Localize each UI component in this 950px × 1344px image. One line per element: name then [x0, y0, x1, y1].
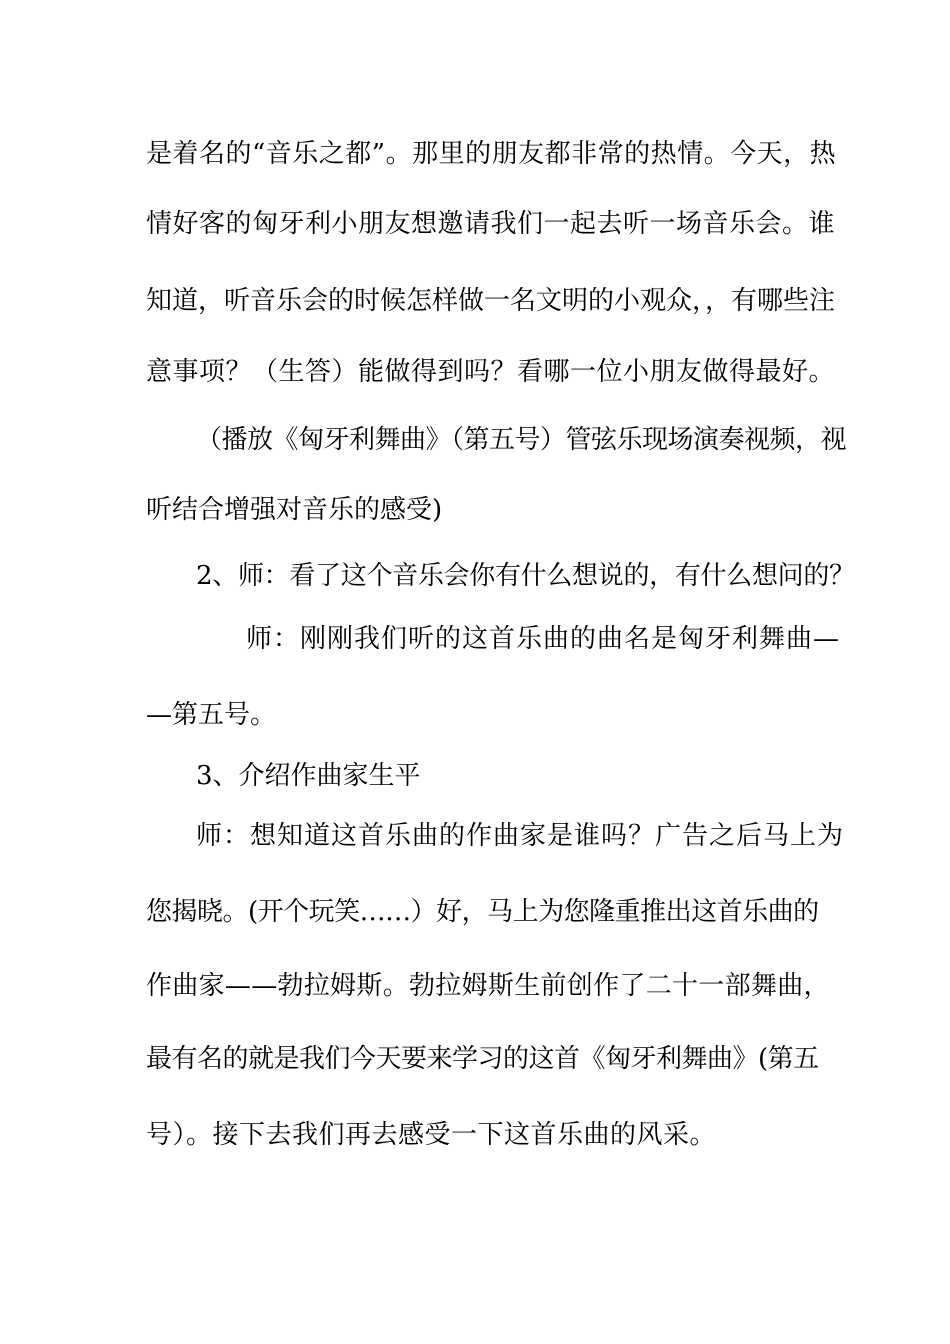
text-line: 听结合增强对音乐的感受) — [146, 495, 443, 525]
text-line: 师：想知道这首乐曲的作曲家是谁吗？广告之后马上为 — [196, 821, 845, 851]
text-line: 师：刚刚我们听的这首乐曲的曲名是匈牙利舞曲— — [246, 624, 841, 654]
text-line: 3、介绍作曲家生平 — [196, 761, 421, 791]
text-line: 号）。接下去我们再去感受一下这首乐曲的风采。 — [146, 1120, 717, 1150]
text-line: 您揭晓。(开个玩笑……）好，马上为您隆重推出这首乐曲的 — [146, 897, 819, 927]
text-line: 情好客的匈牙利小朋友想邀请我们一起去听一场音乐会。谁 — [146, 209, 836, 239]
text-line: 作曲家——勃拉姆斯。勃拉姆斯生前创作了二十一部舞曲， — [146, 971, 830, 1001]
text-line: 2、师：看了这个音乐会你有什么想说的，有什么想问的？ — [196, 561, 855, 591]
text-line: 是着名的“音乐之都”。那里的朋友都非常的热情。今天，热 — [146, 139, 837, 169]
text-line: 知道，听音乐会的时候怎样做一名文明的小观众，，有哪些注 — [146, 286, 836, 316]
text-line: —第五号。 — [146, 700, 277, 730]
text-line: 最有名的就是我们今天要来学习的这首《匈牙利舞曲》(第五 — [146, 1044, 819, 1074]
text-line: 意事项？（生答）能做得到吗？看哪一位小朋友做得最好。 — [146, 357, 836, 387]
text-line: （播放《匈牙利舞曲》（第五号）管弦乐现场演奏视频，视 — [196, 425, 847, 455]
